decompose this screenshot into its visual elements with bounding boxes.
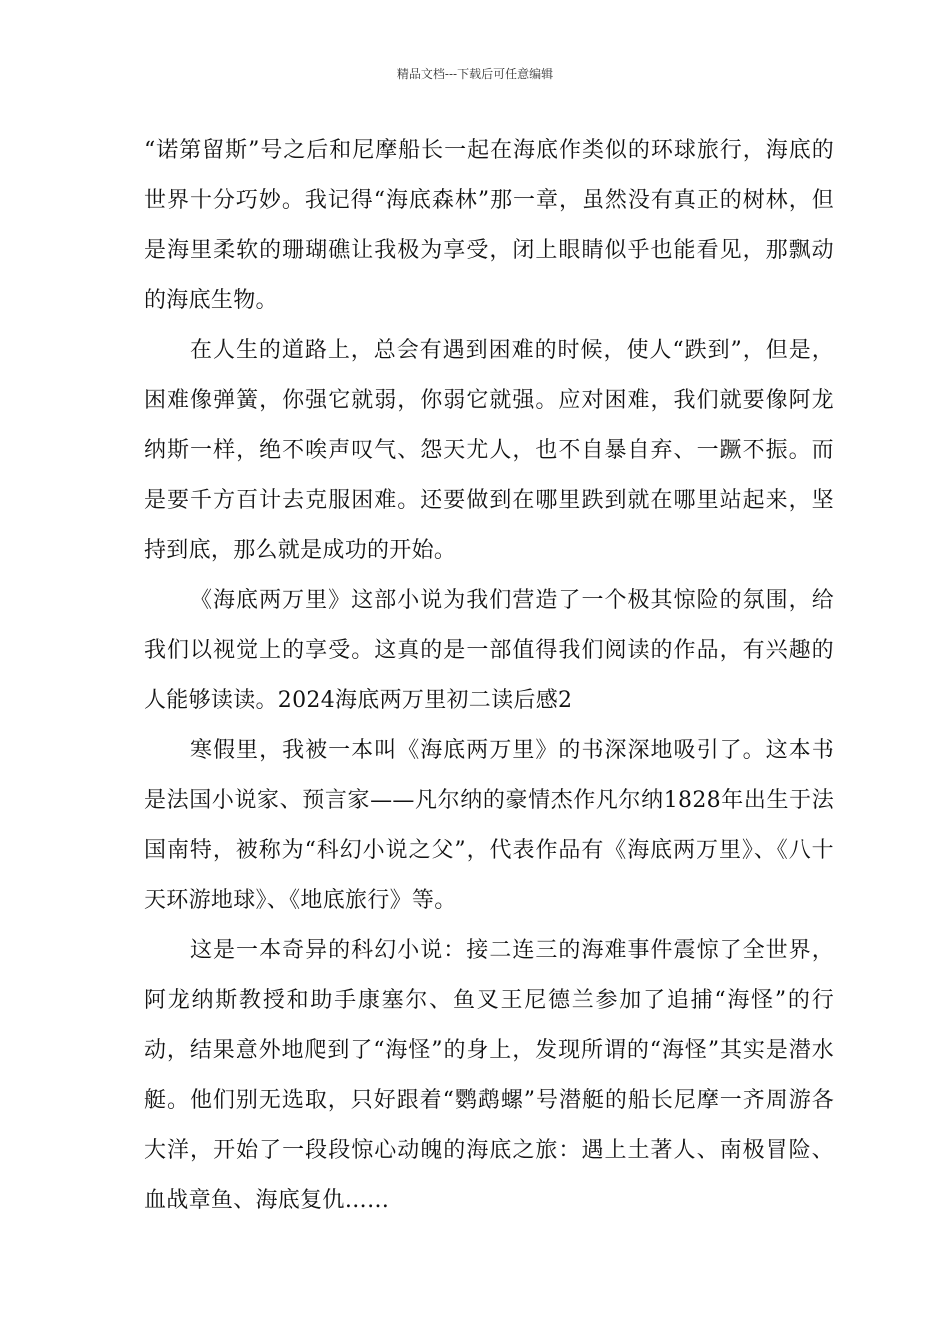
- document-body: [144, 126, 834, 1226]
- paragraph-3: 《海底两万里》这部小说为我们营造了一个极其惊险的氛围，给我们以视觉上的享受。这真的是一部值得我们阅读的作品，有兴趣的人能够读读。2024海底两万里初二读后感2: [144, 588, 834, 713]
- page-header: 精品文档---下载后可任意编辑: [396, 67, 554, 81]
- paragraph-1: “诺第留斯”号之后和尼摩船长一起在海底作类似的环球旅行，海底的世界十分巧妙。我记得“海底森林”那一章，虽然没有真正的树林，但是海里柔软的珊瑚礁让我极为享受，闭上眼睛似乎也能看见，那飘动的海底生物。: [144, 138, 834, 313]
- paragraph-2: 在人生的道路上，总会有遇到困难的时候，使人“跌到”，但是，困难像弹簧，你强它就弱，你弱它就强。应对困难，我们就要像阿龙纳斯一样，绝不唉声叹气、怨天尤人，也不自暴自弃、一蹶不振。而是要千方百计去克服困难。还要做到在哪里跌到就在哪里站起来，坚持到底，那么就是成功的开始。: [144, 338, 834, 563]
- paragraph-5: 这是一本奇异的科幻小说：接二连三的海难事件震惊了全世界，阿龙纳斯教授和助手康塞尔、鱼叉王尼德兰参加了追捕“海怪”的行动，结果意外地爬到了“海怪”的身上，发现所谓的“海怪”其实是潜水艇。他们别无选取，只好跟着“鹦鹉螺”号潜艇的船长尼摩一齐周游各大洋，开始了一段段惊心动魄的海底之旅：遇上土著人、南极冒险、血战章鱼、海底复仇……: [144, 938, 834, 1213]
- paragraph-4: 寒假里，我被一本叫《海底两万里》的书深深地吸引了。这本书是法国小说家、预言家——凡尔纳的豪情杰作凡尔纳1828年出生于法国南特，被称为“科幻小说之父”，代表作品有《海底两万里》、《八十天环游地球》、《地底旅行》等。: [144, 738, 834, 913]
